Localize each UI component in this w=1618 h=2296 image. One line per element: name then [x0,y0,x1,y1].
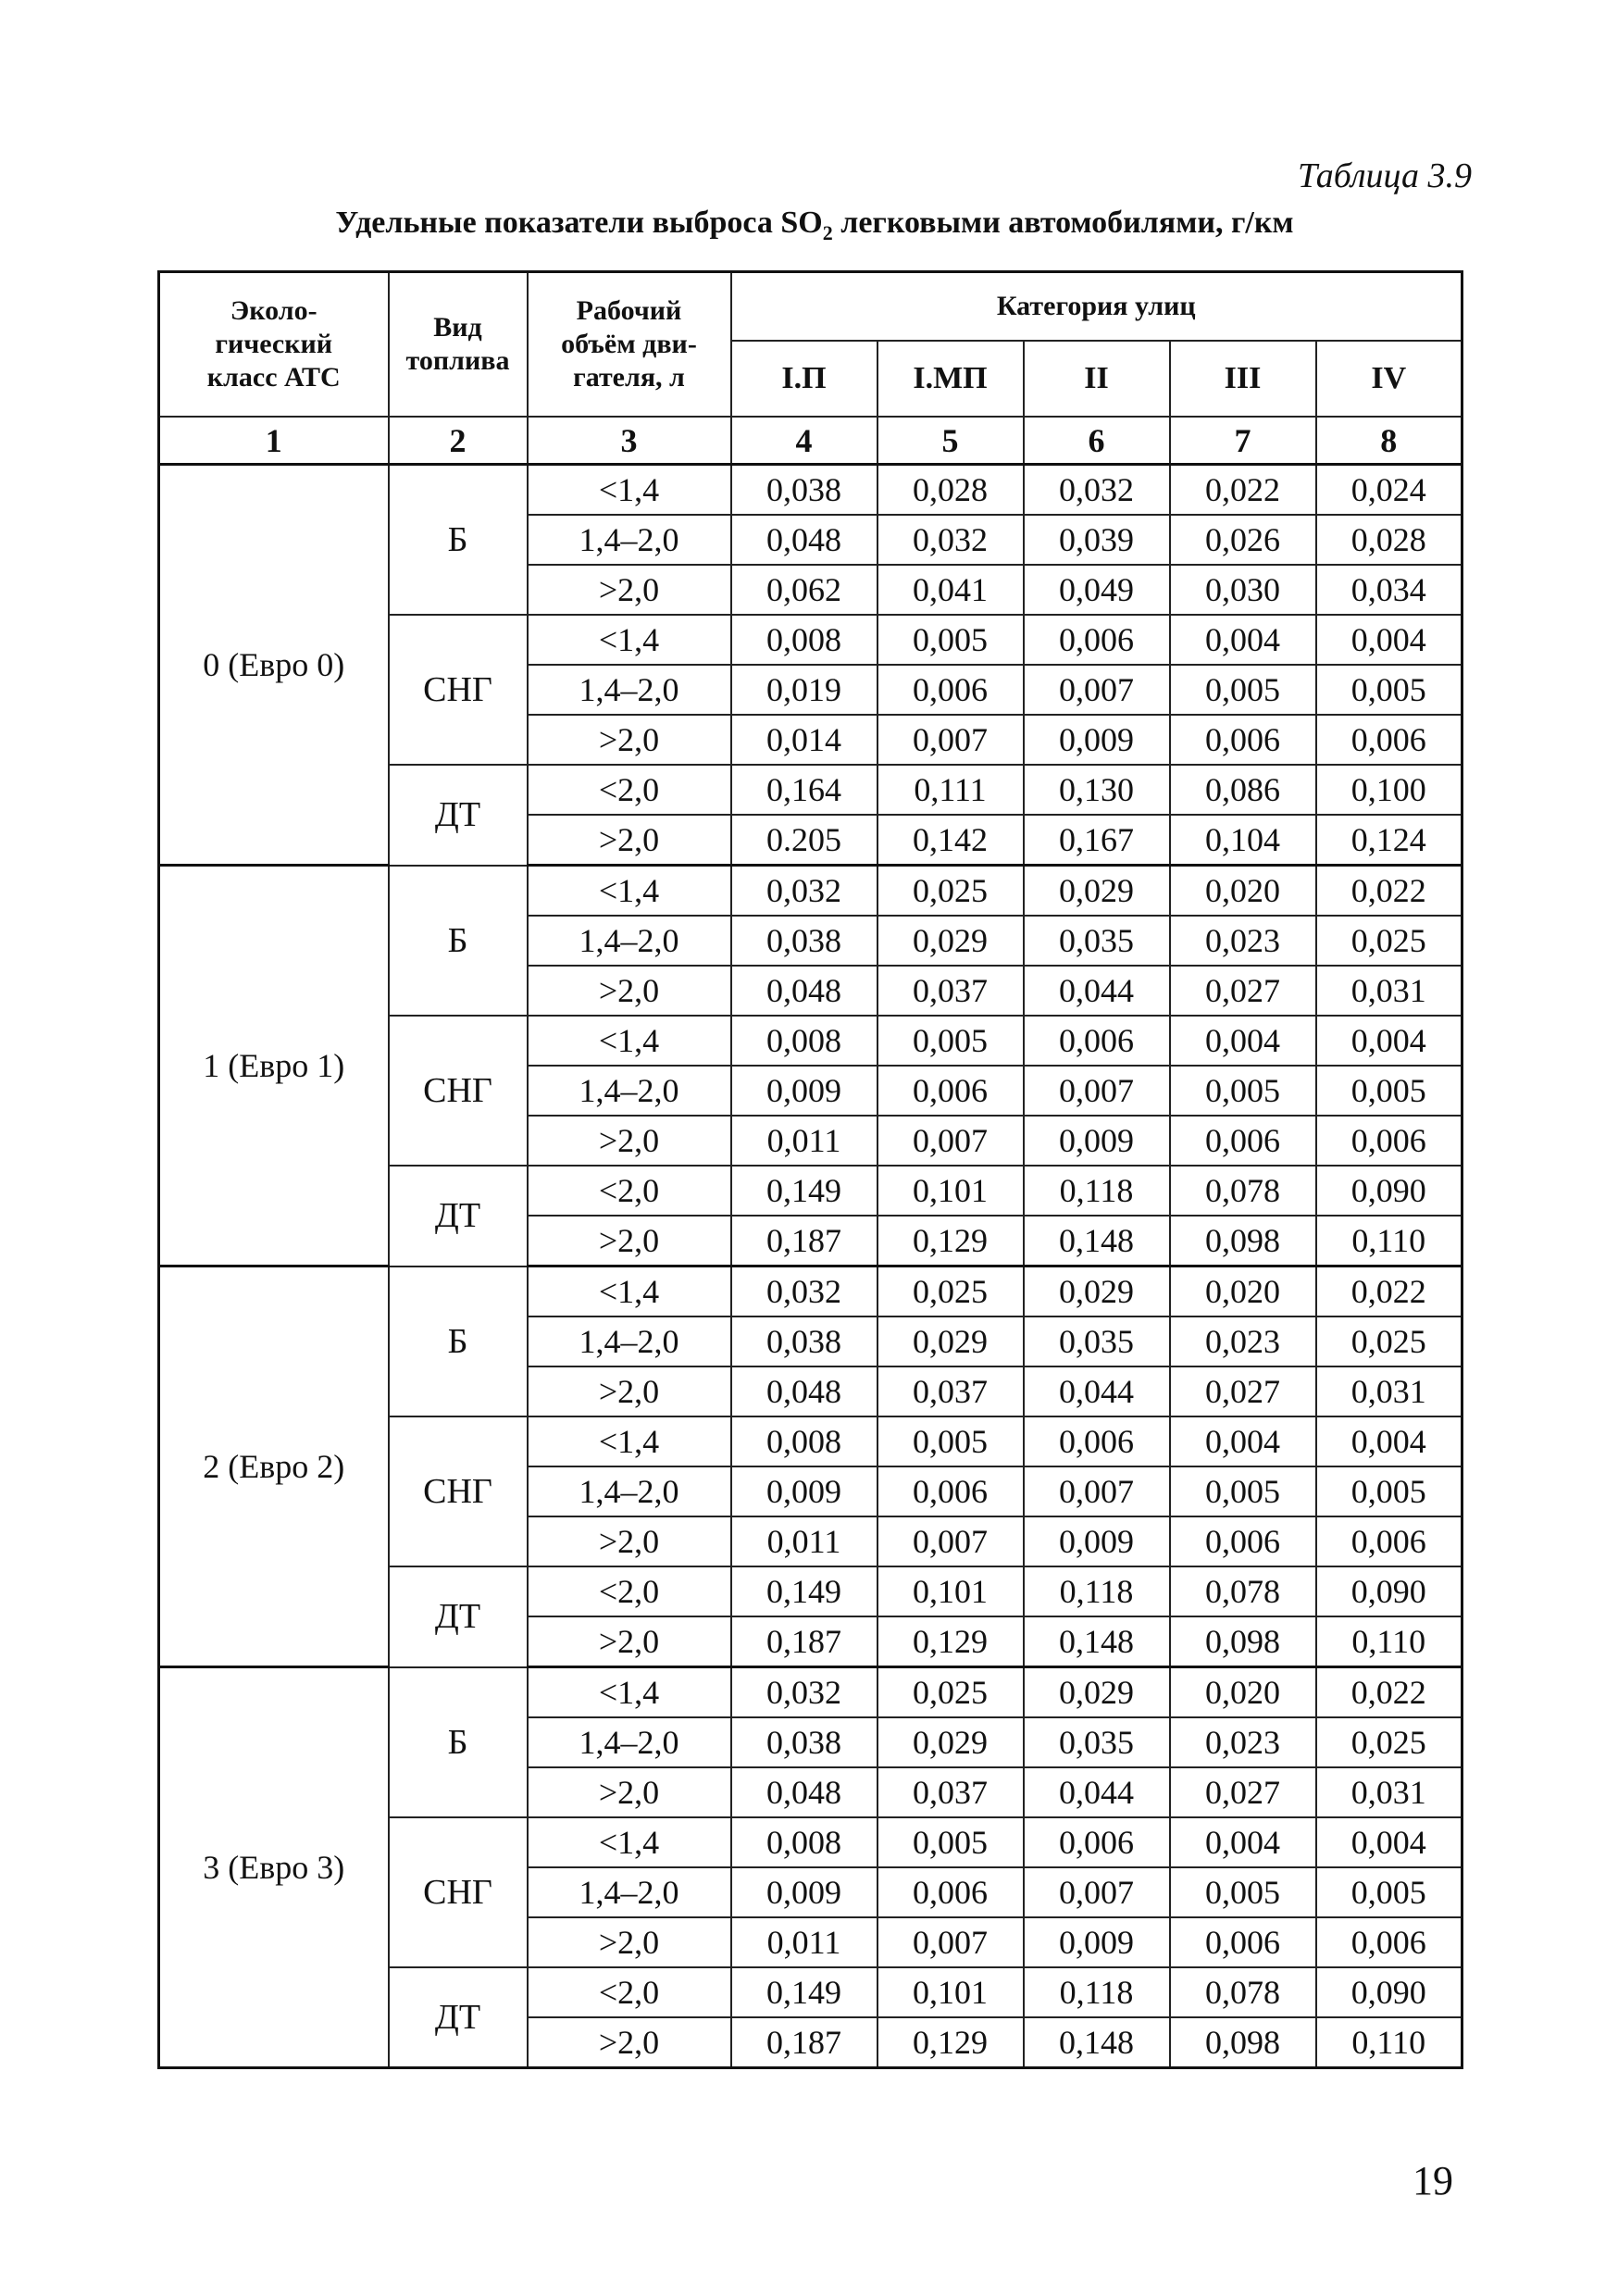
fuel-type-cell: Б [389,465,528,616]
engine-volume-cell: 1,4–2,0 [528,1066,731,1116]
eco-class-cell: 3 (Евро 3) [159,1667,389,2068]
emission-value-cell: 0,101 [877,1967,1024,2017]
engine-volume-cell: >2,0 [528,815,731,866]
emission-value-cell: 0,187 [731,1616,877,1667]
emission-value-cell: 0,006 [1024,615,1170,665]
emission-value-cell: 0,031 [1316,1767,1462,1817]
engine-volume-cell: <1,4 [528,866,731,917]
emission-value-cell: 0,020 [1170,866,1316,917]
header-fuel-line: Вид [433,312,482,343]
emission-value-cell: 0,101 [877,1166,1024,1216]
emission-value-cell: 0,007 [1024,1867,1170,1917]
column-number: 7 [1170,417,1316,465]
emission-value-cell: 0,048 [731,1366,877,1416]
emission-value-cell: 0,005 [1316,665,1462,715]
emission-value-cell: 0,111 [877,765,1024,815]
emission-value-cell: 0,029 [877,1717,1024,1767]
emission-value-cell: 0,035 [1024,916,1170,966]
emission-value-cell: 0,007 [877,1917,1024,1967]
emission-value-cell: 0,006 [1024,1817,1170,1867]
title-suffix: легковыми автомобилями, г/км [832,206,1294,240]
emission-value-cell: 0,035 [1024,1316,1170,1366]
engine-volume-cell: 1,4–2,0 [528,1466,731,1516]
table-row [159,1667,1462,1718]
emission-value-cell: 0,048 [731,1767,877,1817]
fuel-type-cell: СНГ [389,1416,528,1566]
engine-volume-cell: >2,0 [528,1366,731,1416]
emission-value-cell: 0,124 [1316,815,1462,866]
emission-value-cell: 0,149 [731,1566,877,1616]
emission-value-cell: 0,008 [731,1817,877,1867]
emission-value-cell: 0,009 [1024,1917,1170,1967]
emission-value-cell: 0,034 [1316,565,1462,615]
emission-value-cell: 0,011 [731,1116,877,1166]
emission-value-cell: 0,048 [731,966,877,1016]
emission-value-cell: 0,005 [1316,1066,1462,1116]
column-number: 3 [528,417,731,465]
emission-value-cell: 0,006 [1170,1116,1316,1166]
emission-value-cell: 0,028 [1316,515,1462,565]
header-subcategory: III [1170,341,1316,417]
header-class-line: гический [215,329,333,359]
fuel-type-cell: ДТ [389,765,528,866]
emission-value-cell: 0,028 [877,465,1024,516]
emission-value-cell: 0,039 [1024,515,1170,565]
header-volume-line: Рабочий [576,295,682,326]
header-class-line: класс АТС [206,362,341,393]
fuel-type-cell: ДТ [389,1166,528,1267]
emission-value-cell: 0,104 [1170,815,1316,866]
emission-value-cell: 0,129 [877,2017,1024,2068]
table-label: Таблица 3.9 [1298,156,1472,195]
emission-value-cell: 0,142 [877,815,1024,866]
column-number: 6 [1024,417,1170,465]
emission-value-cell: 0,008 [731,615,877,665]
emission-value-cell: 0,031 [1316,966,1462,1016]
emission-value-cell: 0,032 [1024,465,1170,516]
engine-volume-cell: <1,4 [528,615,731,665]
emission-value-cell: 0,029 [1024,1267,1170,1317]
engine-volume-cell: <2,0 [528,1566,731,1616]
emission-value-cell: 0,187 [731,2017,877,2068]
header-volume-line: гателя, л [573,362,685,393]
header-fuel-line: топлива [405,345,510,376]
emission-value-cell: 0,032 [731,1267,877,1317]
emission-value-cell: 0,008 [731,1016,877,1066]
emission-value-cell: 0,098 [1170,1616,1316,1667]
fuel-type-cell: СНГ [389,1016,528,1166]
emission-value-cell: 0,029 [877,1316,1024,1366]
engine-volume-cell: <2,0 [528,1967,731,2017]
emission-value-cell: 0,011 [731,1516,877,1566]
emission-value-cell: 0,032 [731,866,877,917]
emission-value-cell: 0,006 [1316,1116,1462,1166]
emission-value-cell: 0,007 [1024,1066,1170,1116]
table-row [159,465,1462,516]
emission-value-cell: 0,007 [877,1116,1024,1166]
emission-value-cell: 0,007 [877,715,1024,765]
header-volume [528,272,731,418]
emission-value-cell: 0,038 [731,916,877,966]
emission-value-cell: 0,110 [1316,1616,1462,1667]
emission-value-cell: 0,009 [731,1466,877,1516]
emission-value-cell: 0,009 [731,1066,877,1116]
column-number: 2 [389,417,528,465]
emission-value-cell: 0,078 [1170,1566,1316,1616]
header-fuel [389,272,528,418]
column-number-row [159,417,1462,465]
emission-value-cell: 0,041 [877,565,1024,615]
emission-value-cell: 0,167 [1024,815,1170,866]
emission-value-cell: 0,030 [1170,565,1316,615]
engine-volume-cell: >2,0 [528,1216,731,1267]
emission-value-cell: 0,027 [1170,966,1316,1016]
emission-value-cell: 0,004 [1170,615,1316,665]
eco-class-cell: 0 (Евро 0) [159,465,389,866]
emission-value-cell: 0,037 [877,966,1024,1016]
emission-value-cell: 0,004 [1170,1817,1316,1867]
emission-value-cell: 0,110 [1316,2017,1462,2068]
emission-value-cell: 0,005 [1170,1466,1316,1516]
emission-value-cell: 0,100 [1316,765,1462,815]
header-street-category: Категория улиц [731,272,1462,342]
table-title [157,206,1472,245]
emission-value-cell: 0,044 [1024,1366,1170,1416]
emission-value-cell: 0,007 [1024,1466,1170,1516]
emission-value-cell: 0,006 [1316,1917,1462,1967]
emission-value-cell: 0,009 [1024,1516,1170,1566]
emission-value-cell: 0,022 [1316,1267,1462,1317]
emission-value-cell: 0,006 [1316,715,1462,765]
emission-value-cell: 0,026 [1170,515,1316,565]
emission-value-cell: 0,005 [877,1016,1024,1066]
emission-value-cell: 0,004 [1316,1016,1462,1066]
fuel-type-cell: Б [389,1667,528,1818]
engine-volume-cell: >2,0 [528,2017,731,2068]
column-number: 8 [1316,417,1462,465]
engine-volume-cell: 1,4–2,0 [528,515,731,565]
emission-value-cell: 0,032 [877,515,1024,565]
header-subcategory: II [1024,341,1170,417]
emission-value-cell: 0,118 [1024,1166,1170,1216]
fuel-type-cell: Б [389,866,528,1017]
emission-value-cell: 0,005 [1316,1867,1462,1917]
emission-value-cell: 0,090 [1316,1566,1462,1616]
emission-value-cell: 0,025 [877,866,1024,917]
emission-value-cell: 0,038 [731,1316,877,1366]
column-number: 5 [877,417,1024,465]
emission-value-cell: 0,007 [1024,665,1170,715]
emission-value-cell: 0,005 [1170,1066,1316,1116]
emission-value-cell: 0,148 [1024,2017,1170,2068]
fuel-type-cell: СНГ [389,615,528,765]
emission-value-cell: 0,025 [1316,1316,1462,1366]
emission-value-cell: 0,025 [1316,1717,1462,1767]
engine-volume-cell: <1,4 [528,1267,731,1317]
emission-value-cell: 0,004 [1316,615,1462,665]
emission-value-cell: 0,006 [1170,715,1316,765]
emission-value-cell: 0,048 [731,515,877,565]
engine-volume-cell: 1,4–2,0 [528,1316,731,1366]
emission-value-cell: 0,006 [1170,1917,1316,1967]
fuel-type-cell: ДТ [389,1566,528,1667]
emission-value-cell: 0,129 [877,1216,1024,1267]
emission-value-cell: 0,078 [1170,1967,1316,2017]
emission-value-cell: 0,149 [731,1967,877,2017]
emission-value-cell: 0,007 [877,1516,1024,1566]
engine-volume-cell: <2,0 [528,765,731,815]
table-row [159,866,1462,917]
emission-value-cell: 0,035 [1024,1717,1170,1767]
emission-value-cell: 0,031 [1316,1366,1462,1416]
emission-value-cell: 0,023 [1170,916,1316,966]
emission-value-cell: 0,098 [1170,1216,1316,1267]
header-subcategory: IV [1316,341,1462,417]
fuel-type-cell: Б [389,1267,528,1417]
engine-volume-cell: <1,4 [528,465,731,516]
emission-value-cell: 0,049 [1024,565,1170,615]
emission-value-cell: 0,005 [877,1416,1024,1466]
emission-value-cell: 0,022 [1316,866,1462,917]
emission-value-cell: 0,029 [1024,1667,1170,1718]
emission-value-cell: 0,009 [1024,715,1170,765]
emission-value-cell: 0,008 [731,1416,877,1466]
engine-volume-cell: 1,4–2,0 [528,1867,731,1917]
emission-value-cell: 0,098 [1170,2017,1316,2068]
emission-value-cell: 0,044 [1024,1767,1170,1817]
emission-value-cell: 0,037 [877,1767,1024,1817]
engine-volume-cell: <1,4 [528,1667,731,1718]
engine-volume-cell: >2,0 [528,1767,731,1817]
emission-value-cell: 0,090 [1316,1166,1462,1216]
emission-value-cell: 0,023 [1170,1316,1316,1366]
header-volume-line: объём дви- [561,329,697,359]
emission-value-cell: 0,062 [731,565,877,615]
header-class-line: Эколо- [230,295,317,326]
eco-class-cell: 1 (Евро 1) [159,866,389,1267]
engine-volume-cell: 1,4–2,0 [528,665,731,715]
fuel-type-cell: СНГ [389,1817,528,1967]
emission-value-cell: 0,005 [1170,665,1316,715]
engine-volume-cell: >2,0 [528,1116,731,1166]
emission-value-cell: 0,020 [1170,1267,1316,1317]
emission-value-cell: 0,005 [877,1817,1024,1867]
table-row [159,1267,1462,1317]
emission-value-cell: 0,130 [1024,765,1170,815]
emission-value-cell: 0,020 [1170,1667,1316,1718]
emission-value-cell: 0,006 [1316,1516,1462,1566]
emission-value-cell: 0,005 [1170,1867,1316,1917]
page-number: 19 [1413,2158,1453,2203]
emission-value-cell: 0,011 [731,1917,877,1967]
fuel-type-cell: ДТ [389,1967,528,2068]
emission-value-cell: 0,005 [877,615,1024,665]
column-number: 1 [159,417,389,465]
engine-volume-cell: 1,4–2,0 [528,1717,731,1767]
emission-value-cell: 0,148 [1024,1616,1170,1667]
emission-value-cell: 0,090 [1316,1967,1462,2017]
emission-value-cell: 0,118 [1024,1566,1170,1616]
emission-value-cell: 0,004 [1316,1817,1462,1867]
emission-value-cell: 0,006 [1024,1416,1170,1466]
table-body [159,417,1462,2068]
emission-value-cell: 0,006 [877,665,1024,715]
emission-value-cell: 0,005 [1316,1466,1462,1516]
emission-value-cell: 0,078 [1170,1166,1316,1216]
emission-value-cell: 0,032 [731,1667,877,1718]
engine-volume-cell: <2,0 [528,1166,731,1216]
emission-value-cell: 0,187 [731,1216,877,1267]
emission-value-cell: 0,038 [731,465,877,516]
emission-value-cell: 0,006 [877,1466,1024,1516]
engine-volume-cell: >2,0 [528,1616,731,1667]
emission-value-cell: 0,027 [1170,1767,1316,1817]
emission-value-cell: 0,044 [1024,966,1170,1016]
column-number: 4 [731,417,877,465]
emission-value-cell: 0,038 [731,1717,877,1767]
emissions-table [157,270,1463,2069]
emission-value-cell: 0,004 [1170,1416,1316,1466]
emission-value-cell: 0,029 [877,916,1024,966]
engine-volume-cell: >2,0 [528,1516,731,1566]
emission-value-cell: 0,014 [731,715,877,765]
engine-volume-cell: <1,4 [528,1016,731,1066]
header-class [159,272,389,418]
emission-value-cell: 0,101 [877,1566,1024,1616]
emission-value-cell: 0,025 [877,1667,1024,1718]
emission-value-cell: 0,004 [1170,1016,1316,1066]
emission-value-cell: 0,009 [731,1867,877,1917]
engine-volume-cell: >2,0 [528,1917,731,1967]
emission-value-cell: 0,086 [1170,765,1316,815]
emission-value-cell: 0.205 [731,815,877,866]
engine-volume-cell: >2,0 [528,966,731,1016]
header-subcategory: I.МП [877,341,1024,417]
emission-value-cell: 0,009 [1024,1116,1170,1166]
header-subcategory: I.П [731,341,877,417]
emission-value-cell: 0,149 [731,1166,877,1216]
emission-value-cell: 0,006 [877,1867,1024,1917]
engine-volume-cell: <1,4 [528,1817,731,1867]
engine-volume-cell: >2,0 [528,565,731,615]
header-row-top [159,272,1462,342]
eco-class-cell: 2 (Евро 2) [159,1267,389,1667]
engine-volume-cell: <1,4 [528,1416,731,1466]
emission-value-cell: 0,037 [877,1366,1024,1416]
emission-value-cell: 0,025 [877,1267,1024,1317]
emission-value-cell: 0,006 [877,1066,1024,1116]
emission-value-cell: 0,164 [731,765,877,815]
emission-value-cell: 0,129 [877,1616,1024,1667]
emission-value-cell: 0,022 [1316,1667,1462,1718]
emission-value-cell: 0,110 [1316,1216,1462,1267]
emission-value-cell: 0,024 [1316,465,1462,516]
emission-value-cell: 0,022 [1170,465,1316,516]
emission-value-cell: 0,025 [1316,916,1462,966]
emission-value-cell: 0,118 [1024,1967,1170,2017]
engine-volume-cell: 1,4–2,0 [528,916,731,966]
emission-value-cell: 0,029 [1024,866,1170,917]
emission-value-cell: 0,027 [1170,1366,1316,1416]
title-subscript: 2 [822,220,833,244]
emission-value-cell: 0,023 [1170,1717,1316,1767]
title-prefix: Удельные показатели выброса SO [335,206,823,240]
emission-value-cell: 0,004 [1316,1416,1462,1466]
emission-value-cell: 0,006 [1024,1016,1170,1066]
emission-value-cell: 0,019 [731,665,877,715]
engine-volume-cell: >2,0 [528,715,731,765]
emission-value-cell: 0,148 [1024,1216,1170,1267]
emission-value-cell: 0,006 [1170,1516,1316,1566]
